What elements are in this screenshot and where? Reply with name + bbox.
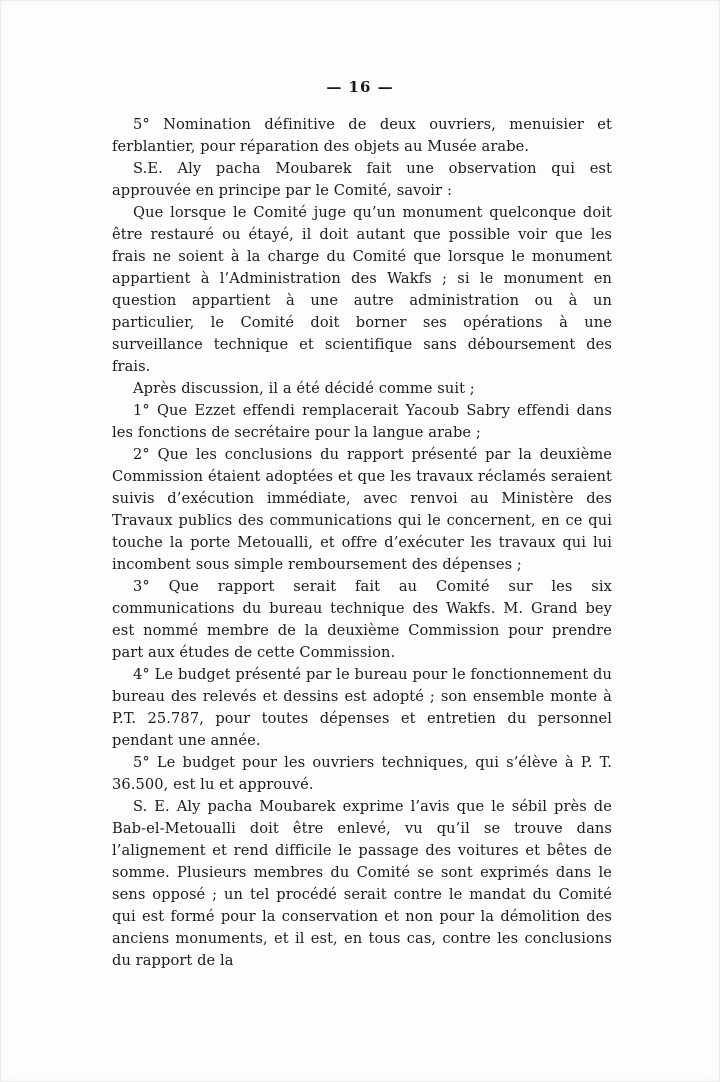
paragraph: S. E. Aly pacha Moubarek exprime l’avis que le sébil près de Bab-el-Metoualli doit être enlevé, vu qu’il se trouve dans l’alignement et rend difficile le passage des voitures et bêtes de somme. Plusieurs membres du Comité se sont exprimés dans le sens opposé ; un tel procédé serait contre le mandat du Comité qui est formé pour la conservation et non pour la démolition des anciens monuments, et il est, en tous cas, contre les conclusions du rapport de la: [112, 798, 612, 969]
paragraph: S.E. Aly pacha Moubarek fait une observation qui est approuvée en principe par le Comité, savoir :: [112, 160, 612, 199]
paragraph: 3° Que rapport serait fait au Comité sur les six communications du bureau technique des Wakfs. M. Grand bey est nommé membre de la deuxième Commission pour prendre part aux études de cette Commission.: [112, 578, 612, 661]
document-text: [112, 114, 612, 972]
paragraph: 1° Que Ezzet effendi remplacerait Yacoub Sabry effendi dans les fonctions de secrétaire pour la langue arabe ;: [112, 402, 612, 441]
paragraph: 2° Que les conclusions du rapport présenté par la deuxième Commission étaient adoptées et que les travaux réclamés seraient suivis d’exécution immédiate, avec renvoi au Ministère des Travaux publics des communications qui le concernent, en ce qui touche la porte Metoualli, et offre d’exécuter les travaux qui lui incombent sous simple remboursement des dépenses ;: [112, 446, 612, 573]
paragraph: 5° Nomination définitive de deux ouvriers, menuisier et ferblantier, pour réparation des objets au Musée arabe.: [112, 116, 612, 155]
paragraph: 5° Le budget pour les ouvriers techniques, qui s’élève à P. T. 36.500, est lu et approuvé.: [112, 754, 612, 793]
page-number: — 16 —: [326, 78, 394, 96]
paragraph: Que lorsque le Comité juge qu’un monument quelconque doit être restauré ou étayé, il doit autant que possible voir que les frais ne soient à la charge du Comité que lorsque le monument appartient à l’Administration des Wakfs ; si le monument en question appartient à une autre administration ou à un particulier, le Comité doit borner ses opérations à une surveillance technique et scientifique sans déboursement des frais.: [112, 204, 612, 375]
paragraph: Après discussion, il a été décidé comme suit ;: [133, 380, 475, 397]
paragraph: 4° Le budget présenté par le bureau pour le fonctionnement du bureau des relevés et dessins est adopté ; son ensemble monte à P.T. 25.787, pour toutes dépenses et entretien du personnel pendant une année.: [112, 666, 612, 749]
